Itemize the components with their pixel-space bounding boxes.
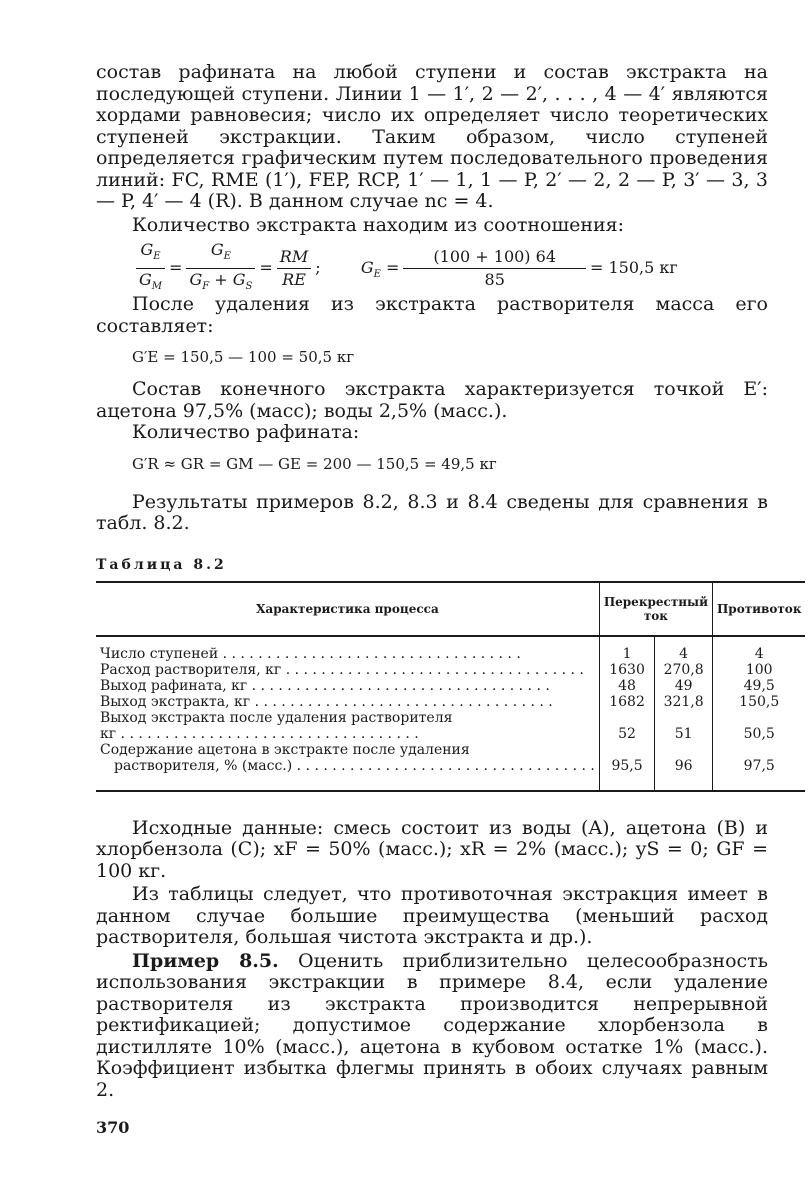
paragraph-5: Количество рафината:: [132, 421, 360, 443]
example-text: Оценить приблизительно целесообразность использования экстракции в примере 8.4, если удаление растворителя из экстракта производится непрерывной ректификацией; допустимое содержание хлорбензола в дистилляте 10% (масс.), ацетона в кубовом остатке 1% (масс.). Коэффициент избытка флегмы принять в обоих случаях равным 2.: [96, 949, 768, 1101]
paragraph-2: Количество экстракта находим из соотношения:: [132, 213, 625, 236]
paragraph-9: [96, 951, 768, 1102]
table-row: Выход рафината, кг . . . 48 49 49,5: [96, 678, 805, 694]
table-caption: Таблица 8.2: [96, 556, 227, 573]
table-row: Содержание ацетона в экстракте после удаления растворителя, % (масс.) . . . 95,5 96 97,5: [96, 742, 805, 791]
table-row: Выход экстракта после удаления растворителя кг . . . 52 51 50,5: [96, 710, 805, 742]
table-row: Число ступеней . . . 1 4 4: [96, 636, 805, 662]
paragraph-3: После удаления из экстракта растворителя масса его составляет:: [96, 293, 768, 337]
page-content: [96, 61, 802, 1101]
paragraph-7: Исходные данные: смесь состоит из воды (A), ацетона (B) и хлорбензола (C); xF = 50% (масс.); xR = 2% (масс.); yS = 0; GF = 100 кг.: [96, 816, 768, 882]
paragraph-1: состав рафината на любой ступени и состав экстракта на последующей ступени. Линии 1 — 1′, 2 — 2′, . . . , 4 — 4′ являются хордами равновесия; число их определяет число теоретических ступеней экстракции. Таким образом, число ступеней определяется графическим путем последовательного проведения линий: FC, RME (1′), FEP, RCP, 1′ — 1, 1 — P, 2′ — 2, 2 — P, 3′ — 3, 3 — P, 4′ — 4 (R). В данном случае nc = 4.: [96, 61, 768, 212]
equation-ge-prime: G′E = 150,5 — 100 = 50,5 кг: [132, 348, 355, 366]
fraction-rm-re: $\frac{RM}{RE}$: [277, 247, 311, 290]
paragraph-4: Состав конечного экстракта характеризуется точкой E′: ацетона 97,5% (масс); воды 2,5% (масс.).: [96, 378, 768, 422]
equation-gr-prime: G′R ≈ GR = GM — GE = 200 — 150,5 = 49,5 кг: [132, 454, 497, 473]
header-countercurrent: Противоток: [712, 582, 805, 636]
table-row: Расход растворителя, кг . . . 1630 270,8 100: [96, 662, 805, 678]
example-title: Пример 8.5.: [132, 949, 279, 972]
page-number: 370: [96, 1118, 130, 1137]
fraction-ge-gm: $\frac{G_E}{G_M}$: [136, 240, 165, 297]
header-crossflow: Перекрестный ток: [599, 582, 712, 636]
results-table: [96, 581, 805, 792]
fraction-ge-value: $\frac{(100 + 100) 64}{85}$: [403, 247, 586, 290]
paragraph-8: Из таблицы следует, что противоточная экстракция имеет в данном случае большие преимущества (меньший расход растворителя, большая чистота экстракта и др.).: [96, 883, 768, 948]
fraction-ge-gf-gs: $\frac{G_E}{G_F + G_S}$: [186, 240, 255, 297]
table-header-row: [96, 582, 805, 636]
equation-extract-amount: $\frac{G_E}{G_M}$ = $\frac{G_E}{G_F + G_S}$ = $\frac{RM}{RE}$ ; $G_E$ = $\frac{(100 + 100) 64}{85}$ = 150,5 кг: [132, 240, 768, 290]
table-row: Выход экстракта, кг . . . 1682 321,8 150,5: [96, 694, 805, 710]
paragraph-6: Результаты примеров 8.2, 8.3 и 8.4 сведены для сравнения в табл. 8.2.: [96, 490, 768, 534]
header-process: Характеристика процесса: [256, 601, 439, 616]
